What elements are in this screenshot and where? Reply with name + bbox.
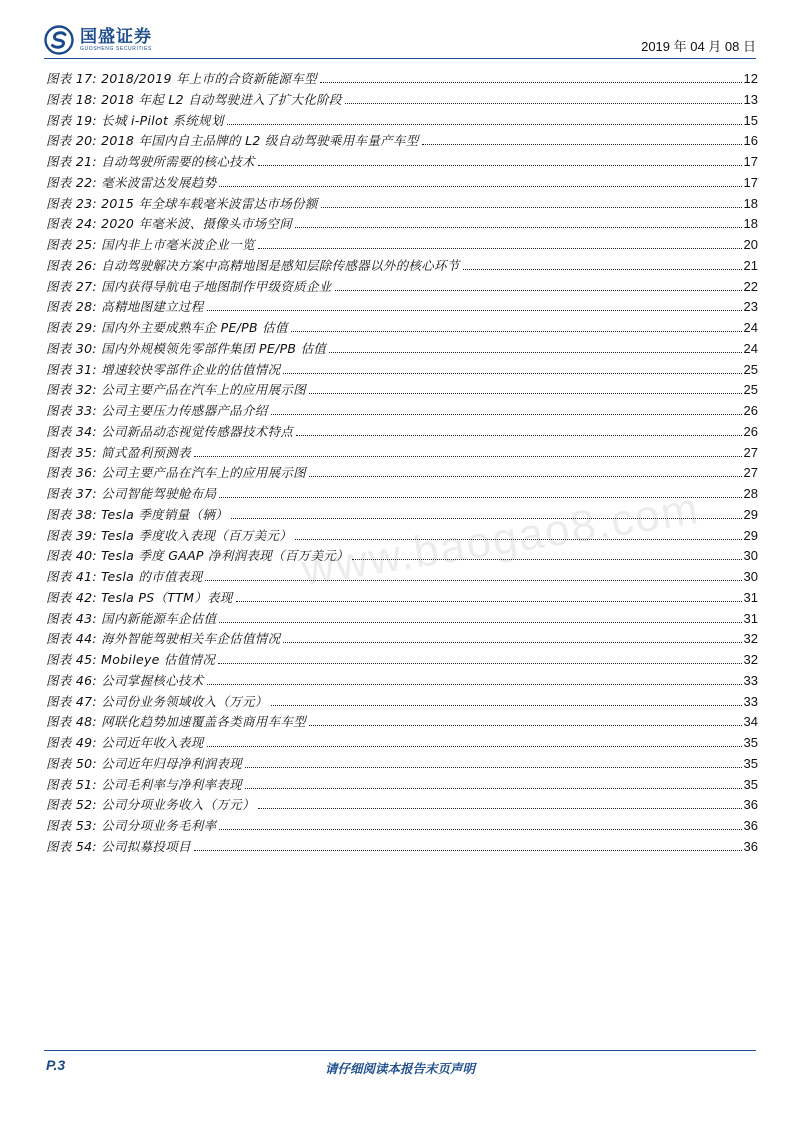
toc-entry[interactable] [46,671,758,692]
toc-entry-page: 32 [743,631,758,647]
toc-dot-leader [271,704,742,706]
toc-entry[interactable] [46,775,758,796]
toc-entry-page: 28 [743,486,758,501]
toc-entry[interactable] [46,214,758,235]
toc-dot-leader [295,226,741,228]
toc-entry-page: 18 [743,195,758,211]
toc-entry-page: 36 [743,797,758,813]
toc-entry[interactable] [46,733,758,754]
toc-dot-leader [422,143,742,145]
toc-entry-page: 26 [743,403,758,418]
page-header [0,0,800,62]
toc-entry[interactable] [46,152,758,173]
toc-entry-page: 27 [743,465,758,481]
toc-dot-leader [219,828,741,830]
toc-dot-leader [271,413,742,415]
report-date: 2019 年 04 月 08 日 [641,39,756,54]
toc-entry[interactable] [46,401,758,422]
toc-dot-leader [296,434,741,436]
toc-entry-label: 图表 26: 自动驾驶解决方案中高精地图是感知层除传感器以外的核心环节 [46,257,460,273]
toc-entry-label: 图表 21: 自动驾驶所需要的核心技术 [46,154,255,169]
toc-entry-label: 图表 48: 网联化趋势加速覆盖各类商用车车型 [46,714,306,730]
watermark: www.baogao8.com [298,483,704,596]
toc-dot-leader [291,330,742,332]
toc-dot-leader [335,289,742,291]
toc-dot-leader [258,164,742,166]
toc-entry-label: 图表 53: 公司分项业务毛利率 [46,818,217,833]
toc-entry-label: 图表 22: 毫米波雷达发展趋势 [46,174,217,190]
toc-entry[interactable] [46,318,758,339]
footer-divider [44,1050,756,1051]
toc-entry[interactable] [46,650,758,671]
toc-dot-leader [194,849,742,851]
toc-entry[interactable] [46,256,758,277]
toc-entry-label: 图表 46: 公司掌握核心技术 [46,672,204,688]
toc-entry[interactable] [46,380,758,401]
toc-entry-page: 25 [743,361,758,377]
toc-entry-page: 12 [743,71,758,86]
toc-dot-leader [227,123,742,125]
toc-dot-leader [283,372,741,374]
toc-entry[interactable] [46,131,758,152]
toc-dot-leader [309,724,742,726]
toc-entry[interactable] [46,795,758,816]
toc-entry-label: 图表 51: 公司毛利率与净利率表现 [46,776,242,792]
toc-entry[interactable] [46,443,758,464]
toc-entry-label: 图表 33: 公司主要压力传感器产品介绍 [46,403,268,418]
toc-entry[interactable] [46,692,758,713]
toc-entry-label: 图表 36: 公司主要产品在汽车上的应用展示图 [46,465,306,481]
toc-entry-label: 图表 30: 国内外规模领先零部件集团 PE/PB 估值 [46,340,327,356]
toc-entry-page: 35 [743,735,758,750]
toc-entry[interactable] [46,339,758,360]
logo-text: 国盛证券 [80,26,152,47]
toc-entry[interactable] [46,297,758,318]
toc-entry-label: 图表 20: 2018 年国内自主品牌的 L2 级自动驾驶乘用车量产车型 [46,133,419,149]
toc-entry-label: 图表 17: 2018/2019 年上市的合资新能源车型 [46,71,317,86]
toc-entry-page: 34 [743,714,758,730]
toc-dot-leader [207,309,742,311]
toc-dot-leader [463,268,742,270]
toc-entry-label: 图表 37: 公司智能驾驶舱布局 [46,486,217,501]
toc-entry-page: 22 [743,278,758,294]
toc-dot-leader [320,81,742,83]
toc-entry-page: 30 [743,569,758,584]
toc-entry-page: 31 [743,610,758,626]
toc-dot-leader [236,600,742,602]
guosheng-logo-icon [44,25,74,55]
toc-entry-page: 17 [743,174,758,190]
toc-dot-leader [329,351,741,353]
toc-entry-label: 图表 54: 公司拟募投项目 [46,838,191,854]
toc-entry-label: 图表 40: Tesla 季度 GAAP 净利润表现（百万美元） [46,548,349,564]
toc-entry-page: 18 [743,216,758,232]
toc-entry-page: 16 [743,133,758,149]
toc-entry-label: 图表 18: 2018 年起 L2 自动驾驶进入了扩大化阶段 [46,91,342,107]
toc-dot-leader [345,102,742,104]
toc-dot-leader [258,247,742,249]
toc-entry-label: 图表 34: 公司新品动态视觉传感器技术特点 [46,423,294,439]
toc-entry-page: 20 [743,237,758,252]
toc-entry-page: 32 [743,652,758,667]
toc-entry-label: 图表 31: 增速较快零部件企业的估值情况 [46,361,281,377]
header-divider [44,58,756,59]
toc-entry-page: 27 [743,444,758,460]
toc-entry-label: 图表 35: 简式盈利预测表 [46,444,191,460]
toc-entry[interactable] [46,422,758,443]
toc-entry[interactable] [46,816,758,837]
toc-dot-leader [283,641,741,643]
toc-entry-page: 15 [743,112,758,128]
toc-dot-leader [309,392,742,394]
toc-dot-leader [321,206,742,208]
footer-disclaimer: 请仔细阅读本报告末页声明 [324,1061,475,1076]
toc-dot-leader [309,475,742,477]
figure-index-list [46,69,758,858]
toc-entry-page: 21 [743,257,758,273]
toc-entry[interactable] [46,712,758,733]
toc-entry-page: 29 [743,506,758,522]
toc-entry-page: 33 [743,672,758,688]
toc-entry-label: 图表 28: 高精地图建立过程 [46,299,204,315]
toc-entry-label: 图表 38: Tesla 季度销量（辆） [46,506,228,522]
toc-entry-label: 图表 52: 公司分项业务收入（万元） [46,797,255,813]
toc-entry-label: 图表 25: 国内非上市毫米波企业一览 [46,237,255,252]
toc-entry[interactable] [46,463,758,484]
toc-entry[interactable] [46,588,758,609]
toc-entry[interactable] [46,360,758,381]
toc-entry[interactable] [46,235,758,256]
toc-entry-page: 35 [743,755,758,771]
toc-entry-page: 26 [743,423,758,439]
toc-entry[interactable] [46,609,758,630]
company-logo [44,25,152,55]
toc-entry[interactable] [46,173,758,194]
toc-entry[interactable] [46,837,758,858]
toc-dot-leader [245,787,742,789]
toc-entry-label: 图表 23: 2015 年全球车载毫米波雷达市场份额 [46,195,318,211]
toc-entry-label: 图表 47: 公司份业务领域收入（万元） [46,693,268,709]
toc-entry-label: 图表 29: 国内外主要成熟车企 PE/PB 估值 [46,320,288,335]
toc-entry-page: 33 [743,693,758,709]
toc-entry-label: 图表 44: 海外智能驾驶相关车企估值情况 [46,631,281,647]
toc-entry-page: 23 [743,299,758,315]
toc-entry[interactable] [46,629,758,650]
toc-dot-leader [194,455,742,457]
toc-entry-page: 24 [743,340,758,356]
toc-entry-label: 图表 49: 公司近年收入表现 [46,735,204,750]
toc-entry-page: 36 [743,838,758,854]
toc-dot-leader [207,745,742,747]
toc-entry-label: 图表 50: 公司近年归母净利润表现 [46,755,242,771]
toc-dot-leader [245,766,742,768]
toc-entry-label: 图表 32: 公司主要产品在汽车上的应用展示图 [46,382,306,398]
logo-subtext: GUOSHENG SECURITIES [80,45,152,52]
toc-entry-page: 36 [743,818,758,833]
toc-entry-label: 图表 19: 长城 i-Pilot 系统规划 [46,112,224,128]
toc-dot-leader [205,579,741,581]
toc-entry-page: 30 [743,548,758,564]
toc-entry[interactable] [46,111,758,132]
toc-entry-label: 图表 39: Tesla 季度收入表现（百万美元） [46,527,292,543]
toc-entry[interactable] [46,194,758,215]
toc-entry-page: 35 [743,776,758,792]
toc-dot-leader [219,621,741,623]
toc-entry-page: 24 [743,320,758,335]
toc-dot-leader [218,662,741,664]
toc-entry-label: 图表 41: Tesla 的市值表现 [46,569,203,584]
toc-entry[interactable] [46,277,758,298]
toc-dot-leader [258,807,742,809]
toc-entry[interactable] [46,754,758,775]
toc-entry-label: 图表 24: 2020 年毫米波、摄像头市场空间 [46,216,293,232]
toc-entry[interactable] [46,90,758,111]
toc-entry-label: 图表 27: 国内获得导航电子地图制作甲级资质企业 [46,278,332,294]
toc-entry-page: 25 [743,382,758,398]
toc-entry-label: 图表 43: 国内新能源车企估值 [46,610,217,626]
toc-entry-page: 13 [743,91,758,107]
toc-entry[interactable] [46,69,758,90]
toc-dot-leader [219,185,741,187]
page-number: P.3 [46,1057,66,1073]
toc-entry-label: 图表 45: Mobileye 估值情况 [46,652,216,667]
toc-entry-label: 图表 42: Tesla PS（TTM）表现 [46,589,233,605]
toc-entry-page: 31 [743,589,758,605]
toc-entry-page: 29 [743,527,758,543]
toc-dot-leader [207,683,742,685]
toc-entry-page: 17 [743,154,758,169]
